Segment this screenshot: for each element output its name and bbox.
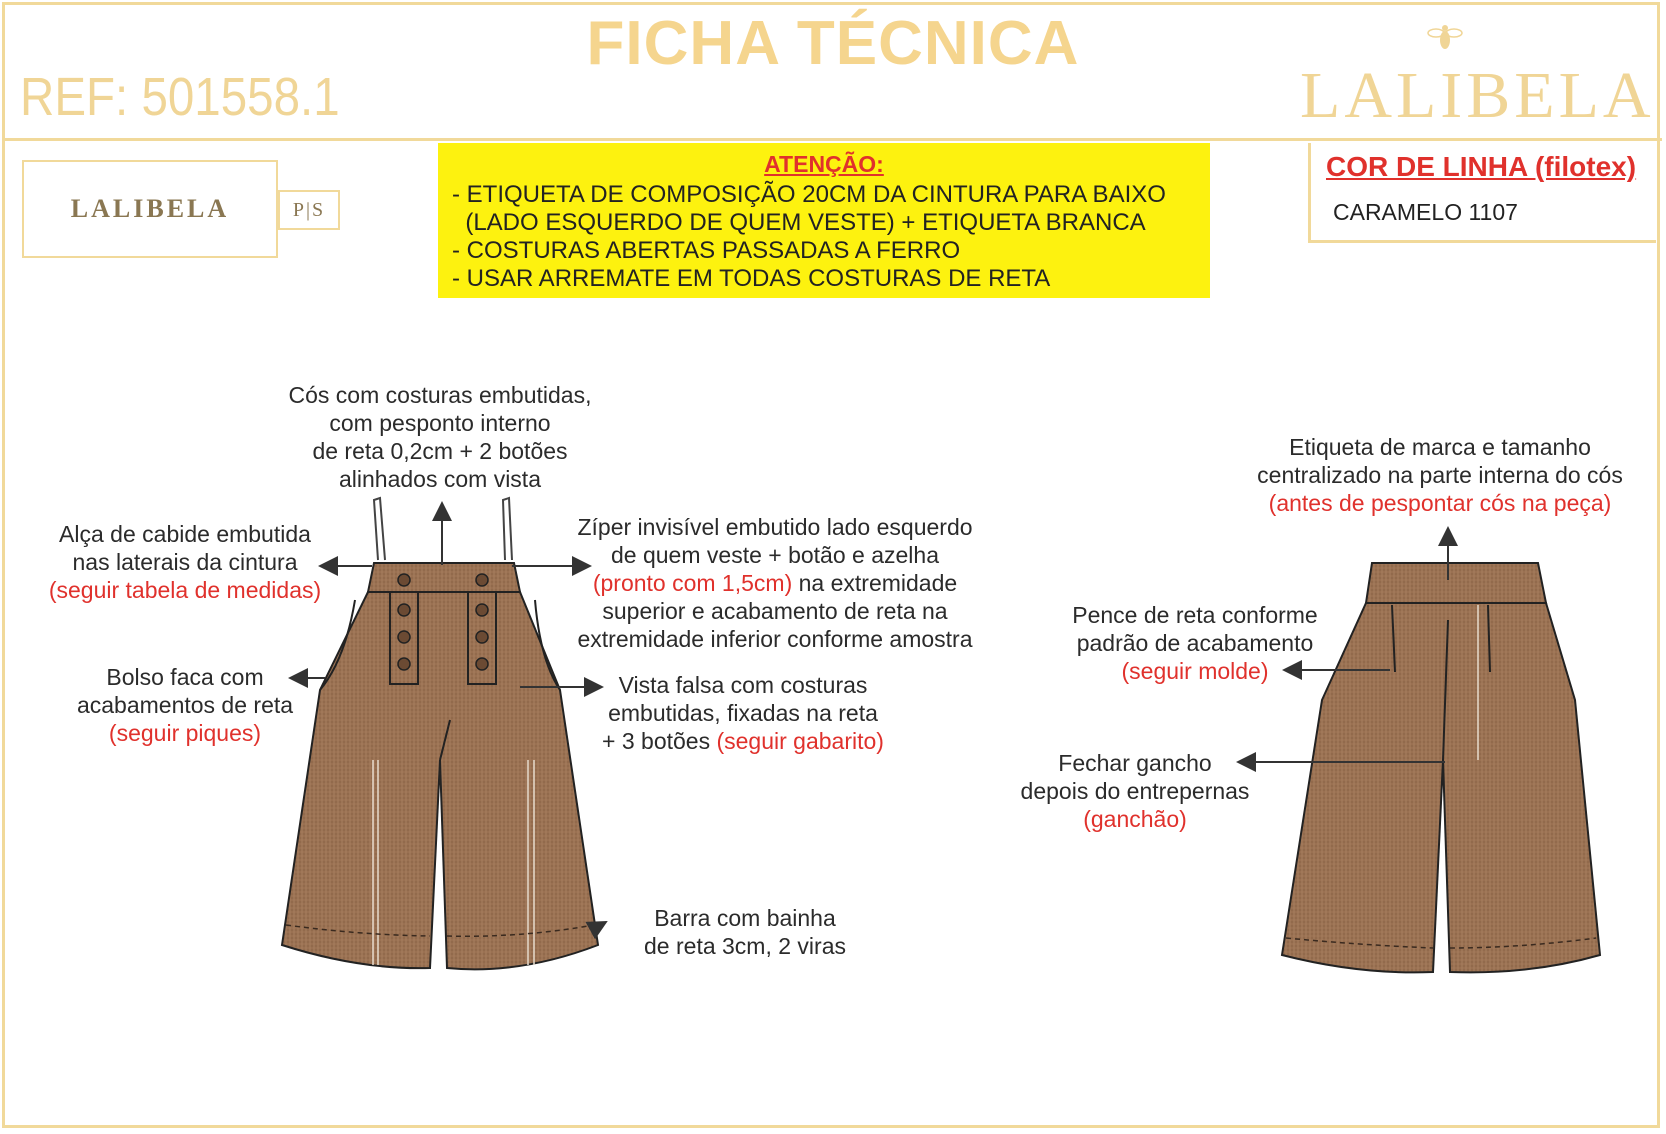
- note-line: [578, 727, 908, 755]
- note-line: com pesponto interno: [329, 410, 551, 436]
- note-line: Vista falsa com costuras: [618, 672, 868, 698]
- note-brand-label: [1230, 433, 1650, 517]
- note-line: de quem veste + botão e azelha: [611, 542, 939, 568]
- note-line: superior e acabamento de reta na: [602, 598, 948, 624]
- front-waistband: [368, 563, 520, 592]
- attention-title: ATENÇÃO:: [764, 151, 884, 177]
- note-line-red: (seguir piques): [108, 720, 262, 746]
- size-tag-sample: P|S: [278, 190, 340, 230]
- note-line: [560, 569, 990, 597]
- note-dart: [1050, 601, 1340, 685]
- hanger-loop-right: [503, 498, 512, 560]
- note-line: centralizado na parte interna do cós: [1257, 462, 1623, 488]
- note-line: Bolso faca com: [106, 664, 264, 690]
- note-line: embutidas, fixadas na reta: [608, 700, 878, 726]
- note-span: na extremidade: [792, 570, 958, 596]
- reference-code: REF: 501558.1: [20, 67, 340, 127]
- note-line: Etiqueta de marca e tamanho: [1289, 434, 1591, 460]
- note-hem: [620, 904, 870, 960]
- note-waistband: [270, 381, 610, 493]
- hanger-loop-left: [374, 498, 385, 560]
- note-line: Pence de reta conforme: [1072, 602, 1318, 628]
- note-span: + 3 botões: [602, 728, 717, 754]
- page-title: FICHA TÉCNICA: [586, 9, 1080, 78]
- note-pocket: [60, 663, 310, 747]
- note-line: Barra com bainha: [654, 905, 836, 931]
- attention-line: - COSTURAS ABERTAS PASSADAS A FERRO: [452, 237, 961, 264]
- attention-line: (LADO ESQUERDO DE QUEM VESTE) + ETIQUETA BRANCA: [452, 209, 1146, 236]
- note-line: acabamentos de reta: [76, 692, 294, 718]
- note-line: alinhados com vista: [339, 466, 541, 492]
- note-hanger-loop: [30, 520, 340, 604]
- note-line: Zíper invisível embutido lado esquerdo: [577, 514, 973, 540]
- note-red-span: (pronto com 1,5cm): [592, 570, 793, 596]
- note-zipper: [560, 513, 990, 653]
- note-line-red: (ganchão): [1083, 806, 1187, 832]
- note-line-red: (seguir molde): [1121, 658, 1269, 684]
- note-line: nas laterais da cintura: [72, 549, 298, 575]
- note-line: extremidade inferior conforme amostra: [577, 626, 973, 652]
- note-crotch: [1000, 749, 1270, 833]
- note-line: padrão de acabamento: [1076, 630, 1314, 656]
- back-waistband: [1366, 563, 1546, 603]
- note-line: Cós com costuras embutidas,: [288, 382, 592, 408]
- note-line: de reta 0,2cm + 2 botões: [312, 438, 568, 464]
- note-placket: [578, 671, 908, 755]
- note-line: Alça de cabide embutida: [59, 521, 311, 547]
- note-line: de reta 3cm, 2 viras: [644, 933, 846, 959]
- note-red-span: (seguir gabarito): [716, 728, 884, 754]
- brand-logo: LALIBELA: [1300, 59, 1655, 132]
- note-line-red: (antes de pespontar cós na peça): [1268, 490, 1612, 516]
- brand-label-sample: LALIBELA: [22, 160, 278, 258]
- note-line: depois do entrepernas: [1020, 778, 1250, 804]
- note-line-red: (seguir tabela de medidas): [48, 577, 322, 603]
- thread-color-value: CARAMELO 1107: [1333, 199, 1518, 225]
- note-line: Fechar gancho: [1058, 750, 1212, 776]
- attention-line: - USAR ARREMATE EM TODAS COSTURAS DE RETA: [452, 265, 1051, 292]
- front-body: [282, 592, 598, 969]
- attention-line: - ETIQUETA DE COMPOSIÇÃO 20CM DA CINTURA PARA BAIXO: [452, 181, 1166, 208]
- thread-color-title: COR DE LINHA (filotex): [1326, 151, 1637, 182]
